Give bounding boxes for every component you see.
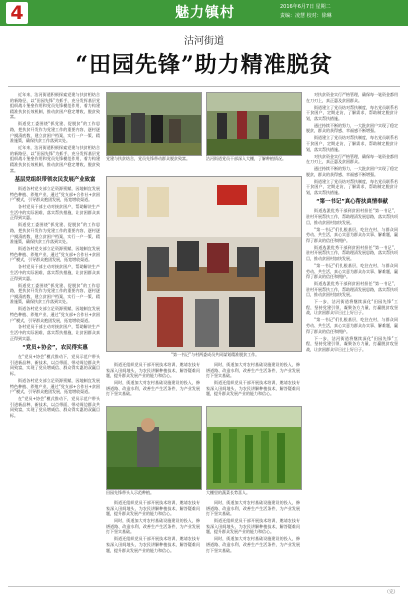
article-headline: “田园先锋”助力精准脱贫 (75, 52, 333, 78)
paragraph: 各村党员干部主动对接贫困户，帮助解决生产生活中的实际困难，落实帮扶措施，让贫困群众真正得到实惠。 (10, 324, 100, 341)
paragraph: 在“党员+协会”模式推动下，党员示范户带头引进新品种、新技术，以点带面，带动周边群众共同致富，实现了党员增威信、群众得实惠的双赢目标。 (10, 396, 100, 418)
text-column-2a (106, 362, 200, 402)
photo-caption: 党建与扶贫结合，党员先锋带动群众脱贫致富。 (106, 156, 190, 161)
editor-credits: 责编：凌慧 校对：徐琳 (280, 13, 332, 19)
paragraph: “第一书记”们扎根基层，吃住在村，与群众同劳动、共生活，真心实意为群众办实事、解难题，赢得了群众的信任和拥护。 (306, 317, 398, 334)
photo-caption: “第一书记”与村两委成员共同谋划精准脱贫工作。 (170, 352, 260, 357)
paragraph: 通过持续不断的努力，一大批贫困户实现了稳定脱贫，群众的获得感、幸福感不断增强。 (306, 122, 398, 134)
photo-farmer (106, 406, 202, 490)
header-meta (280, 3, 402, 21)
paragraph: 对扶贫资金实行严格管理，确保每一笔资金都用在刀刃上，真正惠及贫困群众。 (306, 153, 398, 165)
article-closing: （完） (384, 590, 398, 595)
footer-divider (8, 586, 400, 587)
paragraph: 同时，街道加大对农村基础设施建设的投入，修缮道路、改造水利，改善生产生活条件，为产业发展打下坚实基础。 (106, 518, 200, 535)
paragraph: 街道选派优秀干部到贫困村担任“第一书记”，驻村开展帮扶工作，帮助理清发展思路，落实帮扶项目，推动贫困村加快发展。 (306, 208, 398, 225)
paragraph: 街道建立了党员结对帮扶制度，每名党员联系若干贫困户，定期走访，了解需求，帮助制定脱贫计划，落实帮扶措施。 (306, 104, 398, 121)
photo-farmer-image (107, 407, 201, 489)
paragraph: 街道还组织党员干部开展技术培训，邀请农技专家深入田间地头，为农民讲解种植技术，解答疑难问题，提升群众发展产业的能力和信心。 (206, 518, 300, 535)
photo-field-inspection-image (207, 93, 301, 155)
paragraph: 街道各村党支部立足资源禀赋，因地制宜发展特色种植、养殖产业，通过“党支部+合作社+贫困户”模式，引导群众抱团发展，拓宽增收渠道。 (10, 306, 100, 323)
paragraph: “第一书记”们扎根基层，吃住在村，与群众同劳动、共生活，真心实意为群众办实事、解难题，赢得了群众的信任和拥护。 (306, 226, 398, 243)
photo-greenhouse-visit (106, 92, 202, 156)
paragraph: 街道选派优秀干部到贫困村担任“第一书记”，驻村开展帮扶工作，帮助理清发展思路，落实帮扶项目，推动贫困村加快发展。 (306, 244, 398, 261)
text-column-2c (106, 500, 200, 584)
photo-caption: 田园先锋带头人示范种植。 (106, 490, 154, 495)
photo-field-inspection (206, 92, 302, 156)
paragraph: 街道选派优秀干部到贫困村担任“第一书记”，驻村开展帮扶工作，帮助理清发展思路，落实帮扶项目，推动贫困村加快发展。 (306, 281, 398, 298)
paragraph: 通过持续不断的努力，一大批贫困户实现了稳定脱贫，群众的获得感、幸福感不断增强。 (306, 166, 398, 177)
paragraph: 街道还组织党员干部开展技术培训，邀请农技专家深入田间地头，为农民讲解种植技术，解答疑难问题，提升群众发展产业的能力和信心。 (106, 362, 200, 379)
paragraph: 街道党工委围绕“抓党建、促脱贫”的工作思路，把扶贫开发作为党建工作的重要内容，逐村逐户摸清底数，建立贫困户档案，实行一户一策、精准施策，确保扶贫工作落到实处。 (10, 282, 100, 305)
paragraph: 街道还组织党员干部开展技术培训，邀请农技专家深入田间地头，为农民讲解种植技术，解答疑难问题，提升群众发展产业的能力和信心。 (206, 380, 300, 397)
paragraph: 下一步，沽河街道将继续深化“田园先锋”工程，坚持党建引领，凝聚各方力量，打赢脱贫攻坚战，让贫困群众早日过上好日子。 (306, 335, 398, 352)
photo-crops (206, 406, 302, 490)
paragraph: 同时，街道加大对农村基础设施建设的投入，修缮道路、改造水利，改善生产生活条件，为产业发展打下坚实基础。 (206, 500, 300, 517)
paragraph: 各村党员干部主动对接贫困户，帮助解决生产生活中的实际困难，落实帮扶措施，让贫困群众真正得到实惠。 (10, 204, 100, 221)
paragraph: “第一书记”们扎根基层，吃住在村，与群众同劳动、共生活，真心实意为群众办实事、解难题，赢得了群众的信任和拥护。 (306, 262, 398, 280)
photo-greenhouse-visit-image (107, 93, 201, 155)
photo-crops-image (207, 407, 301, 489)
paragraph: 街道建立了党员结对帮扶制度，每名党员联系若干贫困户，定期走访，了解需求，帮助制定脱贫计划，落实帮扶措施。 (306, 178, 398, 195)
photo-caption: 沽河街道党员干部深入大棚，了解种植情况。 (206, 156, 286, 161)
paragraph: 下一步，沽河街道将继续深化“田园先锋”工程，坚持党建引领，凝聚各方力量，打赢脱贫攻坚战，让贫困群众早日过上好日子。 (306, 299, 398, 316)
text-column-3 (306, 92, 398, 584)
photo-caption: 大棚里的蔬菜长势喜人。 (206, 490, 250, 495)
paragraph: 街道还组织党员干部开展技术培训，邀请农技专家深入田间地头，为农民讲解种植技术，解答疑难问题，提升群众发展产业的能力和信心。 (106, 500, 200, 517)
text-column-1 (10, 92, 100, 584)
paragraph: 对扶贫资金实行严格管理，确保每一笔资金都用在刀刃上，真正惠及贫困群众。 (306, 92, 398, 103)
paragraph: 同时，街道加大对农村基础设施建设的投入，修缮道路、改造水利，改善生产生活条件，为产业发展打下坚实基础。 (206, 536, 300, 553)
paragraph: 街道党工委围绕“抓党建、促脱贫”的工作思路，把扶贫开发作为党建工作的重要内容，逐村逐户摸清底数，建立贫困户档案，实行一户一策、精准施策，确保扶贫工作落到实处。 (10, 222, 100, 245)
paragraph: 在“党员+协会”模式推动下，党员示范户带头引进新品种、新技术，以点带面，带动周边群众共同致富，实现了党员增威信、群众得实惠的双赢目标。 (10, 354, 100, 377)
paragraph: 各村党员干部主动对接贫困户，帮助解决生产生活中的实际困难，落实帮扶措施，让贫困群众真正得到实惠。 (10, 264, 100, 281)
paragraph: 街道各村党支部立足资源禀赋，因地制宜发展特色种植、养殖产业，通过“党支部+合作社+贫困户”模式，引导群众抱团发展，拓宽增收渠道。 (10, 246, 100, 263)
paragraph: 近年来，沽河街道积极探索党建与扶贫相结合的新路径，以“田园先锋”为抓手，充分发挥基层党组织战斗堡垒作用和党员先锋模范作用，着力构建精准扶贫长效机制，推动贫困户稳定增收、脱贫致富。 (10, 145, 100, 173)
issue-date: 2016年6月7日 星期二 (280, 4, 331, 10)
text-column-2b (206, 362, 300, 402)
paragraph: 近年来，沽河街道积极探索党建与扶贫相结合的新路径，以“田园先锋”为抓手，充分发挥基层党组织战斗堡垒作用和党员先锋模范作用，着力构建精准扶贫长效机制，推动贫困户稳定增收、脱贫致富。 (10, 92, 100, 120)
paragraph: 街道各村党支部立足资源禀赋，因地制宜发展特色种植、养殖产业，通过“党支部+合作社+贫困户”模式，引导群众抱团发展，拓宽增收渠道。 (10, 186, 100, 203)
paragraph: 街道还组织党员干部开展技术培训，邀请农技专家深入田间地头，为农民讲解种植技术，解答疑难问题，提升群众发展产业的能力和信心。 (106, 536, 200, 553)
text-column-2d (206, 500, 300, 584)
subheading: 基层党组织带领农民发展产业致富 (14, 177, 96, 184)
subheading: “党员+协会”，农民得实惠 (22, 345, 88, 352)
paragraph: 同时，街道加大对农村基础设施建设的投入，修缮道路、改造水利，改善生产生活条件，为产业发展打下坚实基础。 (106, 380, 200, 397)
page-number: 4 (6, 2, 28, 24)
headline-divider (8, 86, 400, 87)
paragraph: 街道党工委围绕“抓党建、促脱贫”的工作思路，把扶贫开发作为党建工作的重要内容，逐村逐户摸清底数，建立贫困户档案，实行一户一策、精准施策，确保扶贫工作落到实处。 (10, 121, 100, 144)
paragraph: 街道建立了党员结对帮扶制度，每名党员联系若干贫困户，定期走访，了解需求，帮助制定脱贫计划，落实帮扶措施。 (306, 135, 398, 152)
subheading: “第一书记”真心帮扶真情奉献 (316, 199, 388, 206)
photo-meeting (106, 176, 302, 352)
paragraph: 同时，街道加大对农村基础设施建设的投入，修缮道路、改造水利，改善生产生活条件，为产业发展打下坚实基础。 (206, 362, 300, 379)
page-header-band (0, 0, 408, 26)
article-kicker: 沽河街道 (184, 36, 224, 47)
paragraph: 街道各村党支部立足资源禀赋，因地制宜发展特色种植、养殖产业，通过“党支部+合作社+贫困户”模式，引导群众抱团发展，拓宽增收渠道。 (10, 378, 100, 395)
section-title: 魅力镇村 (175, 5, 235, 21)
photo-meeting-image (107, 177, 301, 351)
